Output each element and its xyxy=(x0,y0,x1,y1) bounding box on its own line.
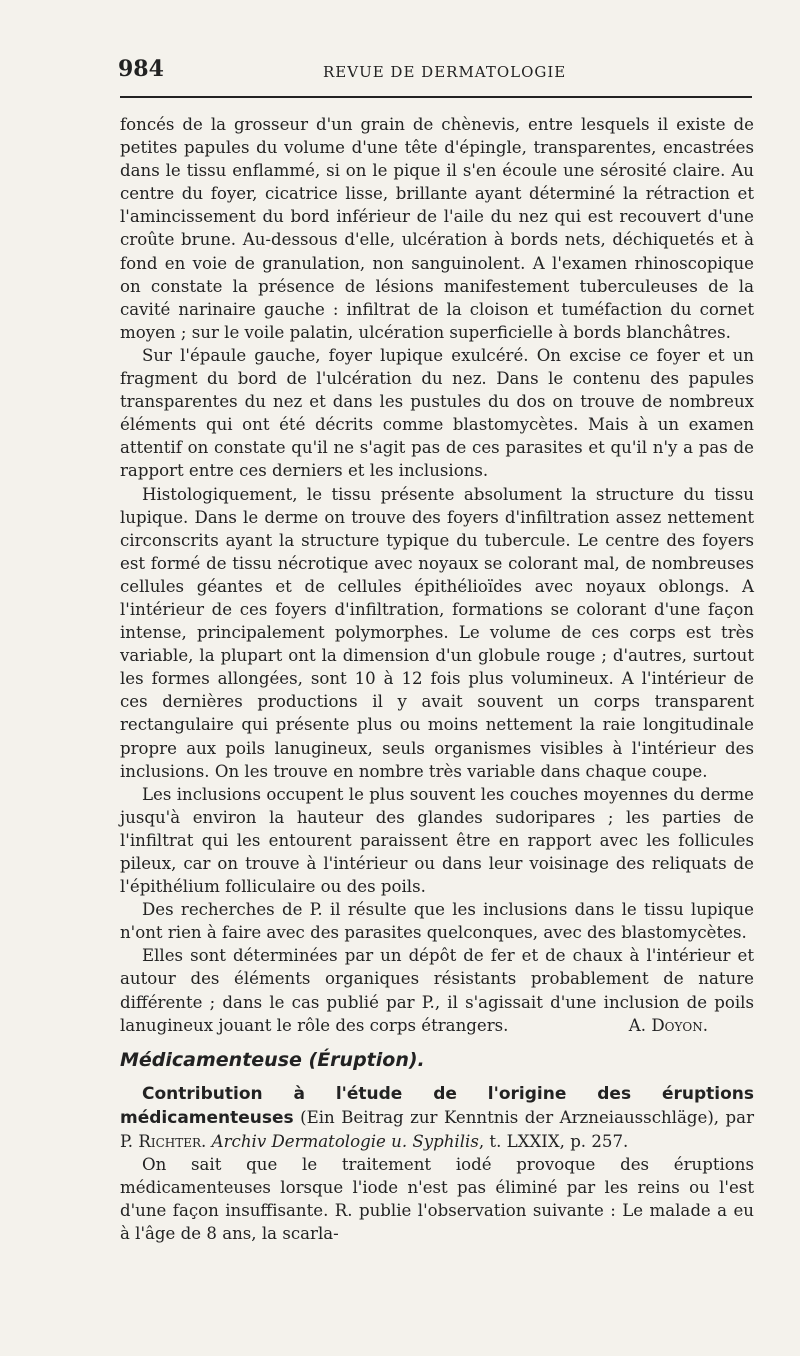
section-title: Médicamenteuse (Éruption). xyxy=(120,1048,425,1071)
citation-details: , t. LXXIX, p. 257. xyxy=(478,1131,629,1151)
body-text xyxy=(120,113,754,1245)
article-author: Richter xyxy=(138,1131,202,1151)
running-title: REVUE DE DERMATOLOGIE xyxy=(323,63,567,81)
article-title: Contribution à l'étude de l'origine des éruptions médicamenteuses xyxy=(120,1083,754,1128)
article-author-end: . xyxy=(201,1131,207,1151)
signature: A. Doyon. xyxy=(628,1015,708,1035)
article-subtitle: (Ein Beitrag zur Kenntnis der Arzneiausschläge), par P. xyxy=(120,1107,754,1151)
paragraph: Des recherches de P. il résulte que les inclusions dans le tissu lupique n'ont rien à faire avec des parasites quelconques, avec des blastomycètes. xyxy=(120,900,754,943)
paragraph: On sait que le traitement iodé provoque des éruptions médicamenteuses lorsque l'iode n'est pas éliminé par les reins ou l'est d'une façon insuffisante. R. publie l'observation suivante : Le malade a eu à l'âge de 8 ans, la scarla- xyxy=(120,1155,754,1244)
paragraph-text: Elles sont déterminées par un dépôt de fer et de chaux à l'intérieur et autour des éléments organiques résistants probablement de nature différente ; dans le cas publié par P., il s'agissait d'une inclusion de poils lanugineux jouant le rôle des corps étrangers. xyxy=(120,946,754,1035)
paragraph: Histologiquement, le tissu présente absolument la structure du tissu lupique. Dans le derme on trouve des foyers d'infiltration assez nettement circonscrits ayant la structure typique du tubercule. Le centre des foyers est formé de tissu nécrotique avec noyaux se colorant mal, de nombreuses cellules géantes et de cellules épithélioïdes avec noyaux oblongs. A l'intérieur de ces foyers d'infiltration, formations se colorant d'une façon intense, principalement polymorphes. Le volume de ces corps est très variable, la plupart ont la dimension d'un globule rouge ; d'autres, surtout les formes allongées, sont 10 à 12 fois plus volumineux. A l'intérieur de ces dernières productions il y avait souvent un corps transparent rectangulaire qui présente plus ou moins nettement la raie longitudinale propre aux poils lanugineux, seuls organismes visibles à l'intérieur des inclusions. On les trouve en nombre très variable dans chaque coupe. xyxy=(120,484,754,781)
header-rule xyxy=(120,96,752,98)
journal-name: Archiv Dermatologie u. Syphilis xyxy=(211,1131,479,1151)
page-number: 984 xyxy=(118,56,164,82)
article-citation xyxy=(120,1082,754,1153)
paragraph: Les inclusions occupent le plus souvent les couches moyennes du derme jusqu'à environ la hauteur des glandes sudoripares ; les parties de l'infiltrat qui les entourent paraissent être en rapport avec les follicules pileux, car on trouve à l'intérieur ou dans leur voisinage des reliquats de l'épithélium folliculaire ou des poils. xyxy=(120,784,754,897)
paragraph-with-signature xyxy=(120,944,754,1036)
paragraph: Sur l'épaule gauche, foyer lupique exulcéré. On excise ce foyer et un fragment du bord de l'ulcération du nez. Dans le contenu des papules transparentes du nez et dans les pustules du dos on trouve de nombreux éléments qui ont été décrits comme blastomycètes. Mais à un examen attentif on constate qu'il ne s'agit pas de ces parasites et qu'il n'y a pas de rapport entre ces derniers et les inclusions. xyxy=(120,345,754,481)
paragraph: foncés de la grosseur d'un grain de chènevis, entre lesquels il existe de petites papules du volume d'une tête d'épingle, transparentes, encastrées dans le tissu enflammé, si on le pique il s'en écoule une sérosité claire. Au centre du foyer, cicatrice lisse, brillante ayant déterminé la rétraction et l'amincissement du bord inférieur de l'aile du nez qui est recouvert d'une croûte brune. Au-dessous d'elle, ulcération à bords nets, déchiquetés et à fond en voie de granulation, non sanguinolent. A l'examen rhinoscopique on constate la présence de lésions manifestement tuberculeuses de la cavité narinaire gauche : infiltrat de la cloison et tuméfaction du cornet moyen ; sur le voile palatin, ulcération superficielle à bords blanchâtres. xyxy=(120,115,754,342)
